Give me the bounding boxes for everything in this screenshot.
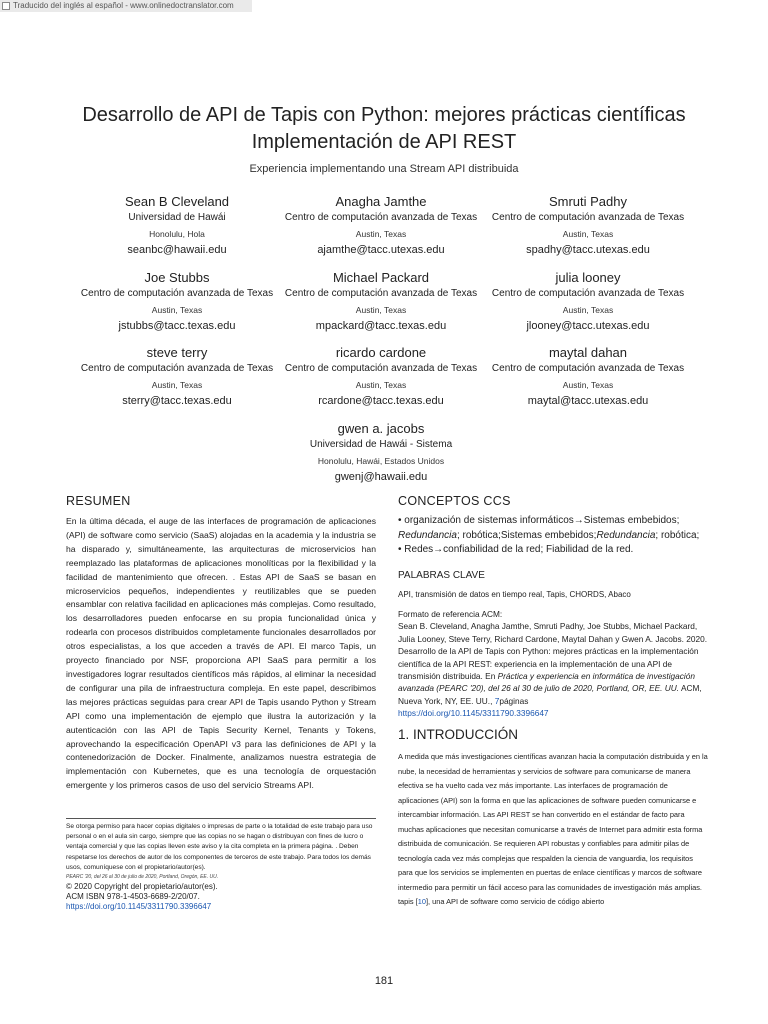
ccs-line-2: Redundancia; robótica;Sistemas embebidos;Redundancia; robótica;	[398, 529, 700, 541]
abstract-heading: RESUMEN	[66, 494, 131, 508]
ccs-line-1: • organización de sistemas informáticos→Sistemas embebidos;	[398, 515, 680, 526]
author-email: maytal@tacc.utexas.edu	[527, 395, 649, 407]
footnote-divider	[66, 818, 376, 819]
author-location: Austin, Texas	[562, 380, 614, 390]
author-name: Michael Packard	[332, 270, 430, 285]
author-institution: Centro de computación avanzada de Texas	[284, 212, 478, 223]
author-location: Austin, Texas	[355, 305, 407, 315]
author-name: Joe Stubbs	[144, 270, 210, 285]
author-block	[256, 421, 506, 484]
keywords-text: API, transmisión de datos en tiempo real, Tapis, CHORDS, Abaco	[398, 590, 631, 599]
author-email: gwenj@hawaii.edu	[334, 471, 428, 483]
author-institution: Centro de computación avanzada de Texas	[491, 212, 685, 223]
author-institution: Centro de computación avanzada de Texas	[491, 363, 685, 374]
author-name: Anagha Jamthe	[335, 194, 427, 209]
document-icon	[2, 2, 10, 10]
author-location: Honolulu, Hawái, Estados Unidos	[317, 456, 445, 466]
author-location: Austin, Texas	[562, 305, 614, 315]
citation-link[interactable]: 10	[417, 897, 426, 906]
isbn: ACM ISBN 978-1-4503-6689-2/20/07.	[66, 892, 200, 902]
paper-title-line-1: Desarrollo de API de Tapis con Python: mejores prácticas científicas	[82, 104, 686, 126]
acm-reference	[398, 608, 710, 720]
intro-text: A medida que más investigaciones científicas avanzan hacia la computación distribuida y en la nube, la necesidad de herramientas y servicios de software para comunicarse de manera efectiva se ha vuelto cada vez más importante. Las interfaces de programación de aplicaciones (API) son la forma en que las aplicaciones de software pueden comunicarse e intercambiar información. Las API REST se han convertido en el estándar de facto para muchas aplicaciones que necesitan comunicarse a través de Internet para admitir esta forma distribuida de comunicación. Se requieren API robustas y confiables para admitir pilas de tecnología cada vez más complejas que respalden la ciencia de vanguardia, los requisitos para que los servicios se implementen en puertas de enlace científicas y marcos de software intermedio para permitir un fácil acceso para las comunidades de investigación más amplias. tapis [10], una API de software como servicio de código abierto	[398, 752, 708, 906]
footnote-doi-link[interactable]: https://doi.org/10.1145/3311790.3396647	[66, 902, 212, 912]
author-block	[463, 345, 713, 408]
author-name: julia looney	[555, 270, 621, 285]
author-email: rcardone@tacc.texas.edu	[318, 395, 444, 407]
abstract-text: En la última década, el auge de las interfaces de programación de aplicaciones (API) de software como servicio (SaaS) alojadas en la academia y la industria se ha disparado y, simultáneamente, las arquitecturas de microservicios han reemplazado las plataformas de aplicaciones monolíticas por la flexibilidad y la facilidad de mantenimiento que ofrecen. . Estas API de SaaS se basan en microservicios pequeños, independientes y reutilizables que se pueden ensamblar con relativa facilidad en aplicaciones más complejas. Como resultado, los desarrolladores pueden enfocarse en su propia funcionalidad única y rodearla con procesos distribuidos completamente funcionales desarrollados por otros especialistas, a los que acceden a través de API. El marco Tapis, un proyecto financiado por NSF, proporciona API SaaS para permitir a los investigadores lograr resultados científicos más rápidos, al eliminar la necesidad de configurar una pila de infraestructura compleja. En este papel, describimos las mejores prácticas seguidas para crear API de Tapis usando Python y Stream API como una implementación de ejemplo que ilustra la autorización y la autenticación con las API de Tapis Security Kernel, Tenants y Tokens, aprovechando la especificación OpenAPI v3 para las definiciones de API y la contenedorización de Docker. Finalmente, analizamos nuestra estrategia de implementación con Kubernetes, que es una tecnología de orquestación emergente y los primeros casos de uso del servicio Streams API.	[66, 516, 376, 791]
author-email: seanbc@hawaii.edu	[127, 244, 227, 256]
ccs-line-3: • Redes→confiabilidad de la red; Fiabilidad de la red.	[398, 544, 634, 555]
author-name: ricardo cardone	[335, 345, 427, 360]
author-block	[463, 270, 713, 333]
author-location: Austin, Texas	[355, 380, 407, 390]
author-name: Smruti Padhy	[548, 194, 628, 209]
author-email: spadhy@tacc.utexas.edu	[526, 244, 650, 256]
ccs-heading: CONCEPTOS CCS	[398, 494, 511, 508]
paper-subtitle: Experiencia implementando una Stream API distribuida	[249, 163, 519, 175]
author-email: ajamthe@tacc.utexas.edu	[317, 244, 445, 256]
author-email: mpackard@tacc.texas.edu	[315, 320, 447, 332]
permission-notice: Se otorga permiso para hacer copias digitales o impresas de parte o la totalidad de este trabajo para uso personal o en el aula sin cargo, siempre que las copias no se hagan o distribuyan con fines de lucro o ventaja comercial y que las copias lleven este aviso y la cita completa en la primera página. . Deben respetarse los derechos de autor de los componentes de terceros de este trabajo. Para todos los demás usos, comuníquese con el propietario/autor(es).	[66, 823, 373, 871]
author-name: steve terry	[146, 345, 208, 360]
author-institution: Centro de computación avanzada de Texas	[80, 288, 274, 299]
footnote	[66, 822, 376, 912]
author-institution: Universidad de Hawái - Sistema	[309, 439, 453, 450]
intro-heading: 1. INTRODUCCIÓN	[398, 727, 519, 742]
author-institution: Centro de computación avanzada de Texas	[284, 288, 478, 299]
keywords-heading: PALABRAS CLAVE	[398, 570, 485, 581]
author-institution: Centro de computación avanzada de Texas	[284, 363, 478, 374]
author-name: Sean B Cleveland	[124, 194, 230, 209]
page-number: 181	[374, 975, 394, 987]
reference-doi-link[interactable]: https://doi.org/10.1145/3311790.3396647	[398, 708, 549, 719]
ccs-concepts	[398, 514, 708, 558]
reference-label: Formato de referencia ACM:	[398, 609, 503, 619]
author-name: maytal dahan	[548, 345, 628, 360]
author-email: jstubbs@tacc.texas.edu	[118, 320, 236, 332]
author-institution: Centro de computación avanzada de Texas	[80, 363, 274, 374]
author-institution: Universidad de Hawái	[128, 212, 226, 223]
copyright-notice: © 2020 Copyright del propietario/autor(es).	[66, 882, 218, 892]
paper-title-line-2: Implementación de API REST	[251, 131, 517, 153]
author-location: Austin, Texas	[151, 305, 203, 315]
author-name: gwen a. jacobs	[337, 421, 425, 436]
author-block	[463, 194, 713, 257]
conference-info: PEARC '20, del 26 al 30 de julio de 2020, Portland, Oregón, EE. UU.	[66, 874, 219, 881]
author-location: Austin, Texas	[562, 229, 614, 239]
author-location: Austin, Texas	[355, 229, 407, 239]
banner-text[interactable]: Traducido del inglés al español - www.onlinedoctranslator.com	[13, 1, 234, 10]
pages-count: 7	[494, 695, 500, 706]
author-email: jlooney@tacc.utexas.edu	[526, 320, 650, 332]
author-institution: Centro de computación avanzada de Texas	[491, 288, 685, 299]
author-email: sterry@tacc.texas.edu	[122, 395, 232, 407]
translation-banner[interactable]	[0, 0, 252, 12]
author-location: Honolulu, Hola	[149, 229, 205, 239]
reference-body: Sean B. Cleveland, Anagha Jamthe, Smruti Padhy, Joe Stubbs, Michael Packard, Julia Looney, Steve Terry, Richard Cardone, Maytal Dahan y Gwen A. Jacobs. 2020. Desarrollo de la API de Tapis con Python: mejores prácticas en la implementación científica de la API REST: experiencia en la implementación de una API de transmisión distribuida. En Práctica y experiencia en informática de investigación avanzada (PEARC '20), del 26 al 30 de julio de 2020, Portland, OR, EE. UU. ACM, Nueva York, NY, EE. UU., 7páginas	[398, 621, 707, 706]
author-location: Austin, Texas	[151, 380, 203, 390]
